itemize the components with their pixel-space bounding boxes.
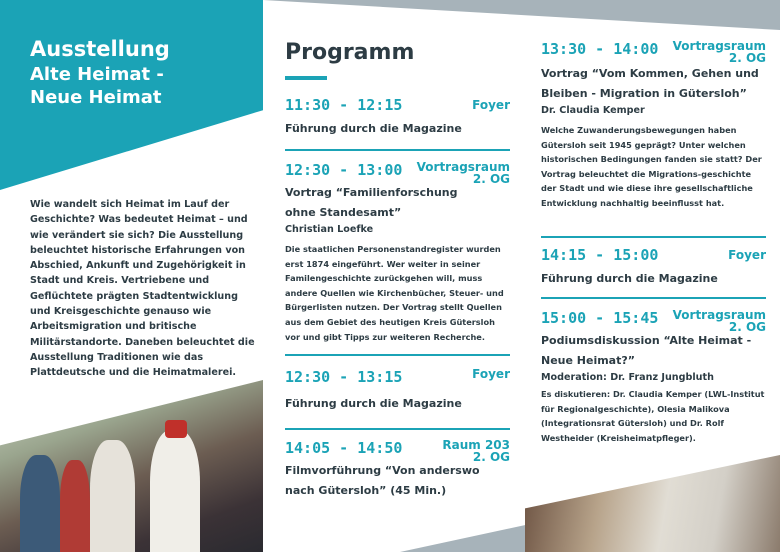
program-event [541,309,766,445]
divider [285,354,510,356]
divider [285,149,510,151]
divider [285,428,510,430]
event-time: 14:15 - 15:00 [541,246,659,264]
historic-festival-photo [0,380,263,552]
exhibition-title [30,36,170,109]
event-place: Foyer [728,248,766,262]
event-time: 13:30 - 14:00 [541,40,659,58]
event-place: Vortragsraum 2. OG [672,39,766,65]
divider [541,236,766,238]
divider [541,297,766,299]
program-heading: Programm [285,40,415,65]
event-description: Die staatlichen Personenstandregister wurden erst 1874 eingeführt. Wer weiter in seiner Familengeschichte zurückgehen will, muss andere Quellen wie Kirchenbücher, Steuer- und Bürgerlisten nutzen. Der Vortrag stellt Quellen aus dem Gebiet des heutigen Kreis Gütersloh vor und gibt Tipps zur weiteren Recherche. [285,244,504,342]
exhibition-label: Ausstellung [30,37,170,61]
event-speaker: Dr. Claudia Kemper [541,105,645,116]
event-place: Vortragsraum 2. OG [672,308,766,334]
program-event [285,161,510,344]
exhibition-intro: Wie wandelt sich Heimat im Lauf der Geschichte? Was bedeutet Heimat – und wie verändert sie sich? Die Ausstellung beleuchtet historische Erfahrungen von Abschied, Ankunft und Zugehörigkeit in Stadt und Kreis. Vertriebene und Geflüchtete prägten Stadtentwicklung und Kreisgeschichte genauso wie Arbeitsmigration und britische Militärstandorte. Daneben beleuchtet die Ausstellung Traditionen wie das Plattdeutsche und die Heimatmalerei. [30,199,255,379]
program-event [285,368,510,414]
event-time: 14:05 - 14:50 [285,439,403,457]
event-title: Führung durch die Magazine [541,272,718,285]
event-time: 12:30 - 13:00 [285,161,403,179]
heading-underline [285,76,327,80]
event-title: Filmvorführung “Von anderswo nach Gütersloh” (45 Min.) [285,464,480,497]
event-description: Es diskutieren: Dr. Claudia Kemper (LWL-Institut für Regionalgeschichte), Olesia Malikova (Integrationsrat Gütersloh) und Dr. Rolf Westheider (Kreisheimatpfleger). [541,389,765,443]
event-title: Vortrag “Familienforschung ohne Standesamt” [285,186,458,219]
event-time: 15:00 - 15:45 [541,309,659,327]
program-event [285,439,510,501]
event-time: 12:30 - 13:15 [285,368,403,386]
event-title: Podiumsdiskussion “Alte Heimat - Neue Heimat?” [541,334,752,367]
event-title: Führung durch die Magazine [285,122,462,135]
event-title: Führung durch die Magazine [285,397,462,410]
event-time: 11:30 - 12:15 [285,96,403,114]
exhibition-subtitle: Neue Heimat [30,87,162,108]
event-place: Foyer [472,98,510,112]
event-place: Vortragsraum 2. OG [416,160,510,186]
event-speaker: Moderation: Dr. Franz Jungbluth [541,372,714,383]
program-event [541,40,766,211]
program-event [541,246,766,289]
event-description: Welche Zuwanderungsbewegungen haben Gütersloh seit 1945 geprägt? Unter welchen historischen Bedingungen fanden sie statt? Der Vortrag beleuchtet die Migrations-geschichte der Stadt und wie diese ihre gesellschaftliche Entwicklung nachhaltig beeinflusst hat. [541,125,762,208]
event-speaker: Christian Loefke [285,224,374,235]
program-event [285,96,510,139]
event-place: Foyer [472,367,510,381]
event-place: Raum 203 2. OG [442,438,510,464]
exhibition-subtitle: Alte Heimat - [30,64,164,85]
exhibition-panel [0,0,263,552]
event-title: Vortrag “Vom Kommen, Gehen und Bleiben - Migration in Gütersloh” [541,67,759,100]
